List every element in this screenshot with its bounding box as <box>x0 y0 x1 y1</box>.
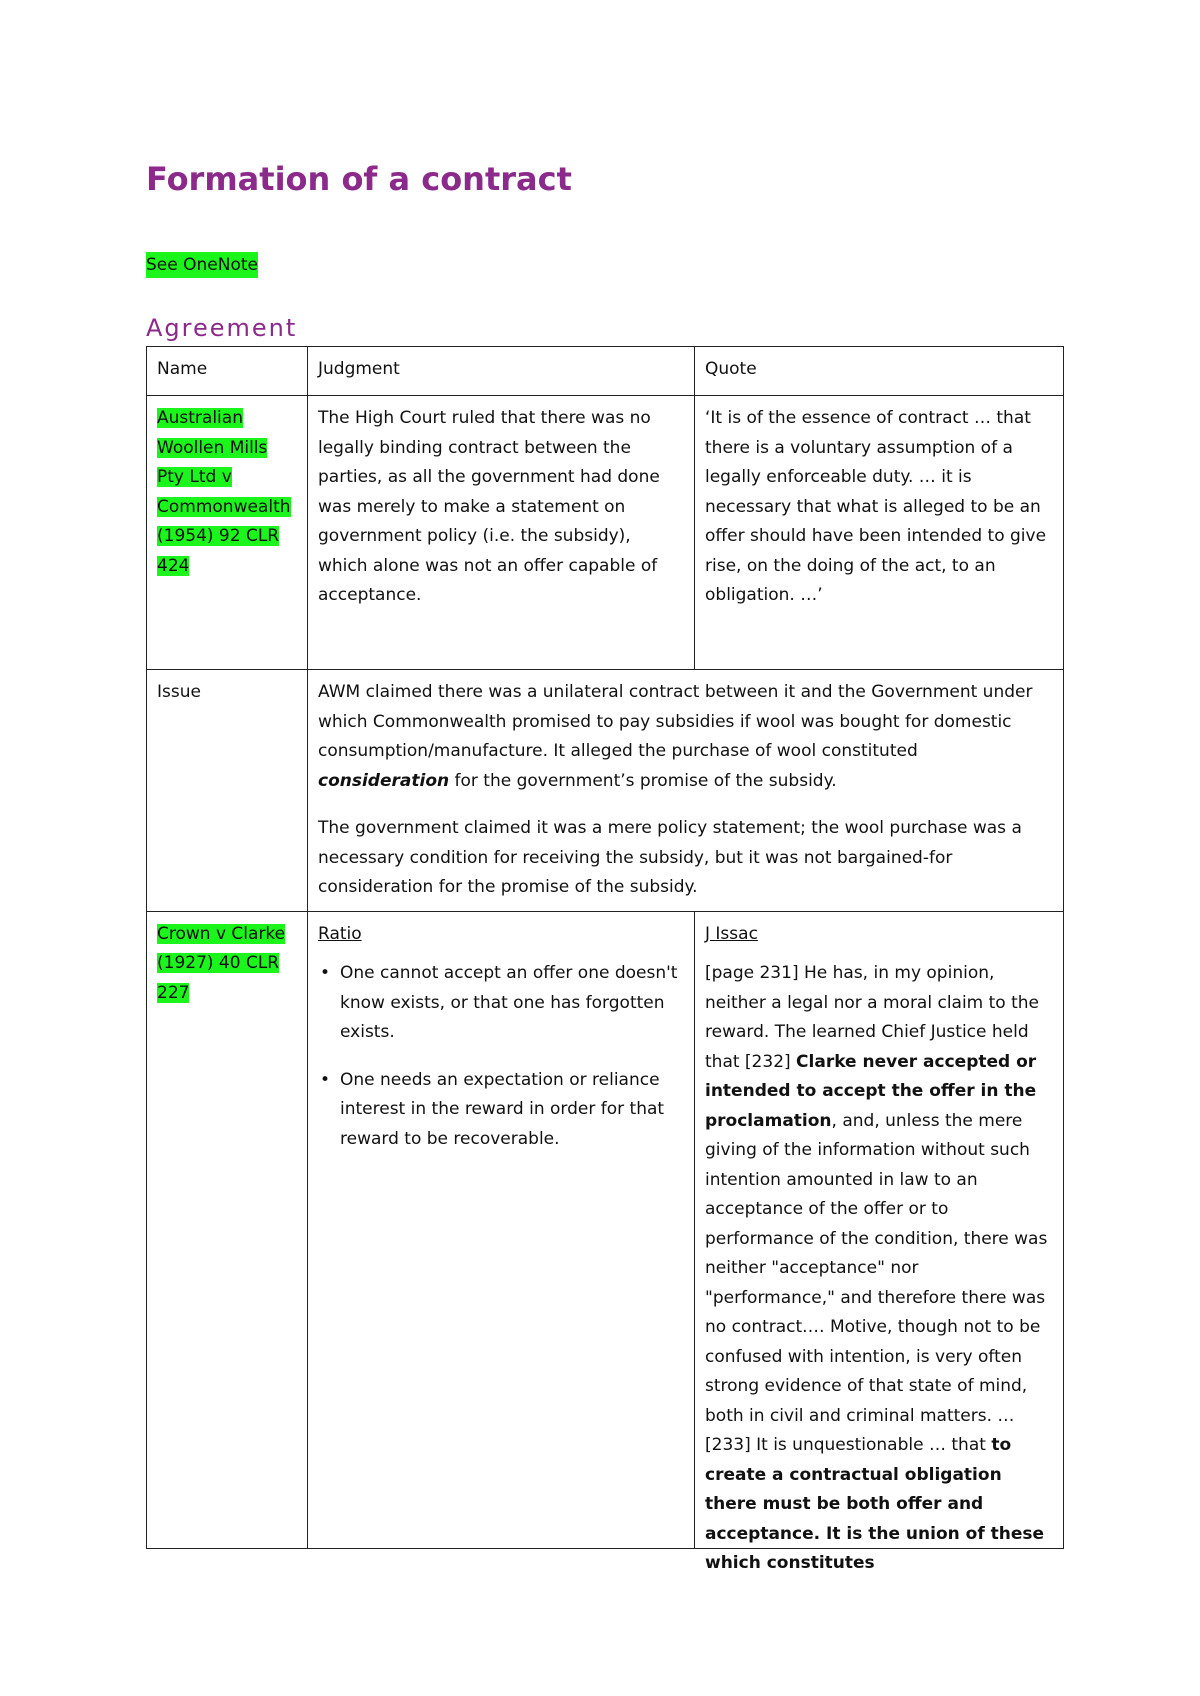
crown-quote-clip <box>705 920 1053 1573</box>
awm-judgment: The High Court ruled that there was no legally binding contract between the parties, as all the government had done was merely to make a statement on government policy (i.e. the subsidy), which alone was not an offer capable of acceptance. <box>308 396 695 670</box>
issue-text-b: for the government’s promise of the subsidy. <box>449 770 837 791</box>
issue-paragraph-2: The government claimed it was a mere policy statement; the wool purchase was a necessary condition for receiving the subsidy, but it was not bargained-for consideration for the promise of the subsidy. <box>318 818 1022 897</box>
header-judgment: Judgment <box>308 347 695 396</box>
section-heading-agreement: Agreement <box>146 314 298 342</box>
crown-case-name-cell <box>147 911 308 1548</box>
crown-quote-bold-2: to create a contractual obligation there must be both offer and acceptance. It is the union of these which constitutes <box>705 1435 1045 1573</box>
ratio-point-1: One cannot accept an offer one doesn't know exists, or that one has forgotten exists. <box>340 963 678 1042</box>
crown-ratio-cell <box>308 911 695 1548</box>
list-item <box>320 1066 684 1155</box>
crown-quote-bold-1: Clarke never accepted or intended to accept the offer in the proclamation <box>705 1051 1037 1131</box>
issue-consideration-term: consideration <box>318 770 450 791</box>
crown-quote-part-a: [page 231] He has, in my opinion, neither a legal nor a moral claim to the reward. The learned Chief Justice held that [232] <box>705 963 1040 1072</box>
ratio-heading: Ratio <box>318 923 362 944</box>
table-row-issue <box>147 670 1064 912</box>
table-header-row <box>147 347 1064 396</box>
bullet-icon: • <box>320 1069 331 1090</box>
table-row-crown <box>147 911 1064 1548</box>
list-item <box>320 959 684 1048</box>
crown-quote-part-b: , and, unless the mere giving of the information without such intention amounted in law to an acceptance of the offer or to performance of the condition, there was neither "acceptance" nor "performance," and therefore there was no contract.… Motive, though not to be confused with intention, is very often strong evidence of that state of mind, both in civil and criminal matters. … [233] It is unquestionable … that <box>705 1110 1048 1455</box>
header-quote: Quote <box>695 347 1064 396</box>
awm-quote: ‘It is of the essence of contract … that there is a voluntary assumption of a legally enforceable duty. … it is necessary that what is alleged to be an offer should have been intended to give rise, on the doing of the act, to an obligation. …’ <box>695 396 1064 670</box>
issue-label: Issue <box>147 670 308 912</box>
crown-quote-cell <box>695 911 1064 1573</box>
header-name: Name <box>147 347 308 396</box>
awm-case-name-cell <box>147 396 308 670</box>
see-onenote-note: See OneNote <box>146 252 258 278</box>
ratio-point-2: One needs an expectation or reliance interest in the reward in order for that reward to be recoverable. <box>340 1069 665 1149</box>
quote-heading-j-issac: J Issac <box>705 923 758 944</box>
table-row-awm <box>147 396 1064 670</box>
cases-table <box>146 346 1064 1573</box>
crown-case-name: Crown v Clarke (1927) 40 CLR 227 <box>157 923 286 1003</box>
issue-paragraph-1 <box>318 678 1053 796</box>
issue-text-a: AWM claimed there was a unilateral contract between it and the Government under which Commonwealth promised to pay subsidies if wool was bought for domestic consumption/manufacture. It alleged the purchase of wool constituted <box>318 682 1033 761</box>
bullet-icon: • <box>320 963 331 983</box>
awm-case-name: Australian Woollen Mills Pty Ltd v Commonwealth (1954) 92 CLR 424 <box>157 408 291 576</box>
issue-description <box>308 670 1064 912</box>
crown-quote <box>705 959 1053 1579</box>
page-title: Formation of a contract <box>146 160 572 198</box>
ratio-list <box>318 959 684 1154</box>
